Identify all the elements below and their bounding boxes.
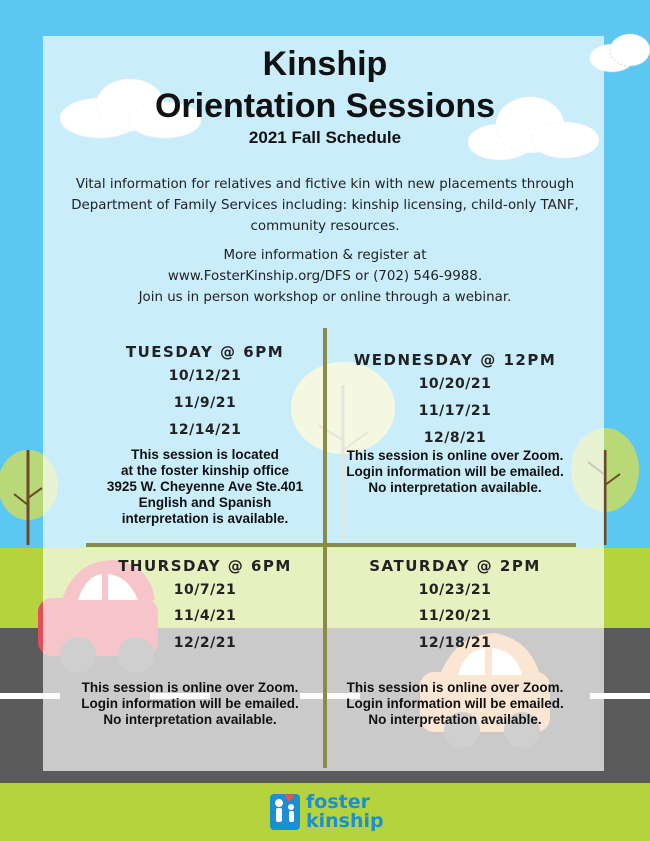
note-line: No interpretation available.: [103, 712, 277, 727]
session-date: 10/20/21: [418, 376, 492, 392]
session-date: 12/2/21: [173, 635, 237, 651]
page-title-line1: Kinship: [262, 45, 388, 83]
logo-text-foster: foster: [306, 791, 370, 813]
note-line: Login information will be emailed.: [346, 696, 564, 711]
divider-horizontal: [86, 543, 576, 547]
note-line: No interpretation available.: [368, 712, 542, 727]
note-line: Login information will be emailed.: [81, 696, 299, 711]
session-note-saturday: [320, 680, 590, 728]
session-date: 10/23/21: [418, 582, 492, 598]
note-line: English and Spanish: [138, 495, 272, 510]
session-note-tuesday: [70, 447, 340, 527]
session-note-wednesday: [320, 448, 590, 496]
note-line: This session is located: [131, 447, 279, 462]
note-line: interpretation is available.: [121, 511, 289, 526]
family-icon: [268, 790, 302, 834]
session-date: 11/20/21: [418, 608, 492, 624]
note-line: 3925 W. Cheyenne Ave Ste.401: [106, 479, 304, 494]
note-line: This session is online over Zoom.: [346, 680, 564, 695]
page-title-line2: Orientation Sessions: [154, 87, 496, 125]
session-date: 11/9/21: [173, 395, 237, 411]
session-date: 12/8/21: [423, 430, 487, 446]
session-note-thursday: [55, 680, 325, 728]
note-line: at the foster kinship office: [120, 463, 290, 478]
contact-text: www.FosterKinship.org/DFS or (702) 546-9988.: [167, 269, 483, 284]
note-line: This session is online over Zoom.: [81, 680, 299, 695]
session-title: THURSDAY @ 6PM: [118, 557, 292, 575]
intro-description: Vital information for relatives and fictive kin with new placements through Department of Family Services including: kinship licensing, child-only TANF, community resources.: [71, 177, 579, 234]
note-line: No interpretation available.: [368, 480, 542, 495]
session-date: 11/4/21: [173, 608, 237, 624]
intro-register: [55, 245, 595, 308]
session-thursday: [95, 557, 315, 575]
session-date: 12/18/21: [418, 635, 492, 651]
session-title: WEDNESDAY @ 12PM: [353, 351, 557, 369]
note-line: Login information will be emailed.: [346, 464, 564, 479]
session-saturday: [340, 557, 570, 575]
more-info-text: More information & register at: [223, 248, 427, 263]
session-title: SATURDAY @ 2PM: [369, 557, 541, 575]
logo-text-kinship: kinship: [306, 810, 384, 832]
session-date: 11/17/21: [418, 403, 492, 419]
foster-kinship-logo: [268, 790, 388, 834]
session-wednesday: [340, 351, 570, 369]
join-text: Join us in person workshop or online through a webinar.: [138, 290, 512, 305]
session-date: 10/7/21: [173, 582, 237, 598]
session-date: 10/12/21: [168, 368, 242, 384]
session-title: TUESDAY @ 6PM: [125, 343, 285, 361]
schedule-subtitle: 2021 Fall Schedule: [248, 128, 402, 147]
session-date: 12/14/21: [168, 422, 242, 438]
session-tuesday: [95, 343, 315, 361]
note-line: This session is online over Zoom.: [346, 448, 564, 463]
